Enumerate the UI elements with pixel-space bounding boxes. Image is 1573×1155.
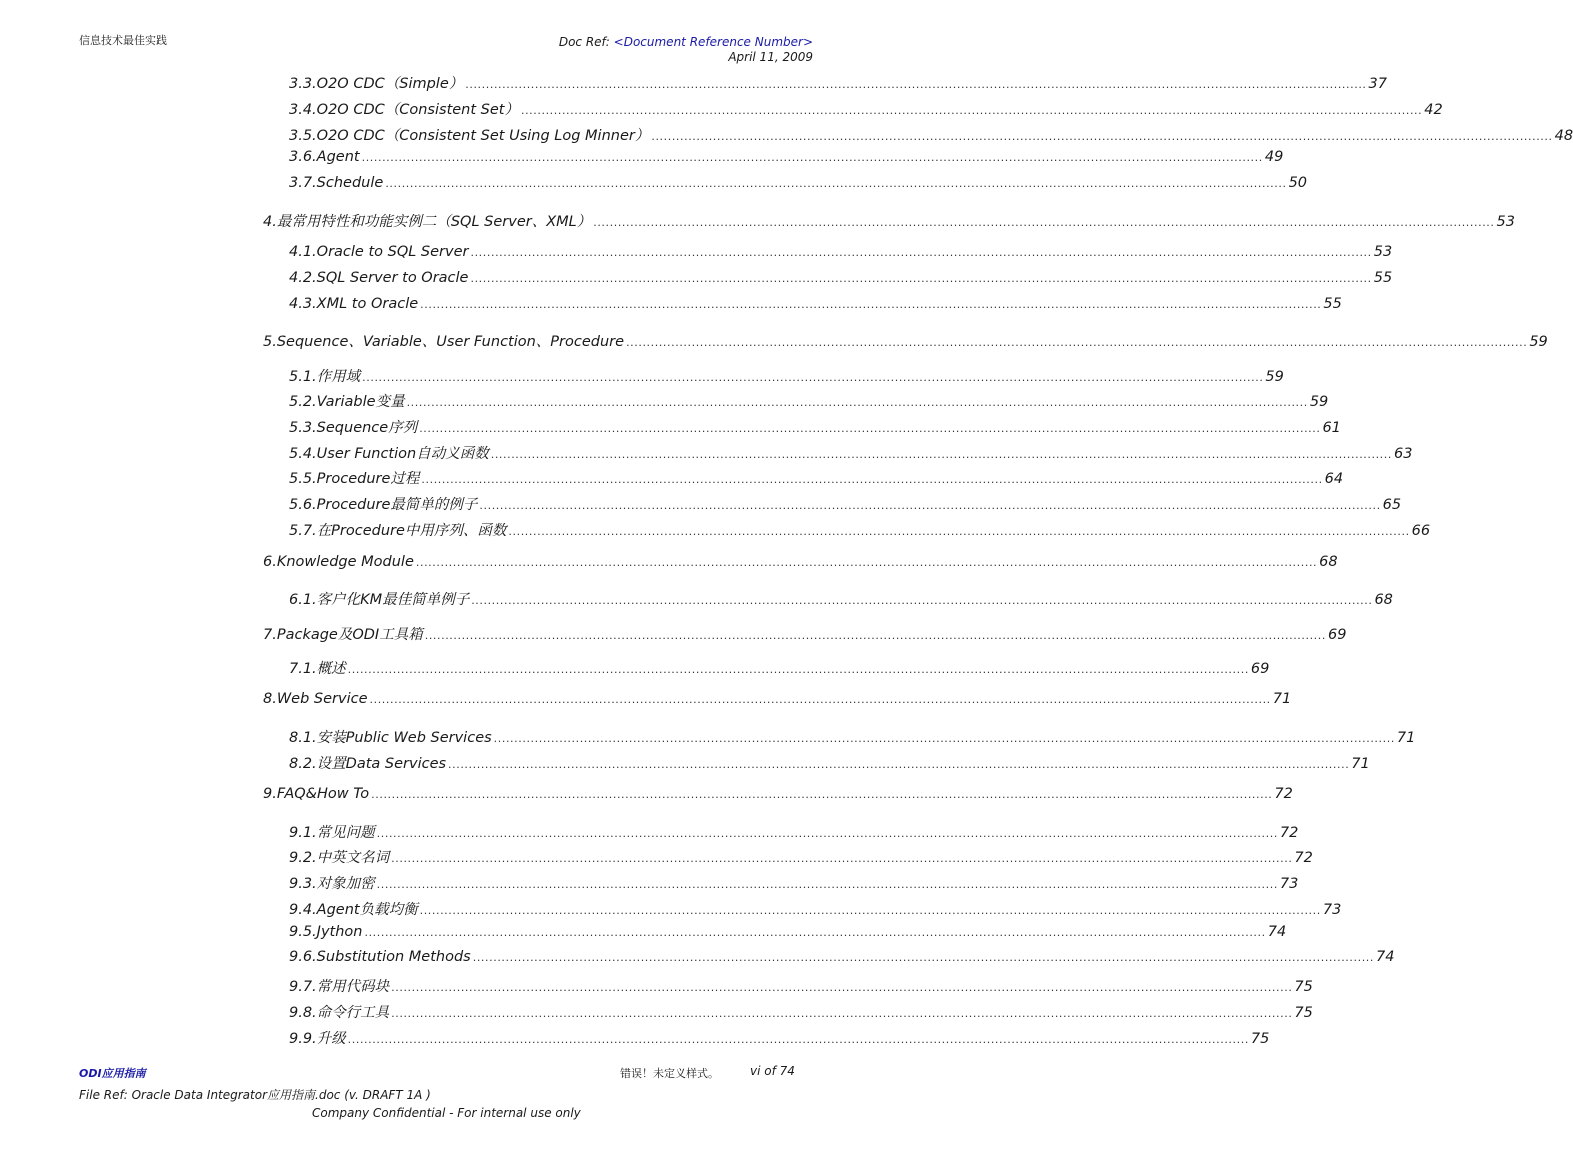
toc-entry-title: 设置Data Services [316, 756, 447, 772]
toc-entry-title: Procedure过程 [316, 471, 420, 487]
toc-entry-page: 53 [1373, 244, 1393, 260]
toc-entry-page: 59 [1529, 334, 1548, 350]
toc-entry[interactable] [289, 270, 1393, 286]
toc-entry-number: 4.2. [289, 270, 317, 286]
toc-entry[interactable] [289, 442, 1413, 463]
toc-entry-page: 59 [1265, 369, 1284, 385]
toc-entry-title: 作用域 [316, 369, 361, 385]
toc-entry-number: 9.4. [289, 902, 317, 918]
toc-entry-number: 5.1. [289, 369, 317, 385]
footer-file-ref: File Ref: Oracle Data Integrator应用指南.doc (v. DRAFT 1A ) [79, 1088, 431, 1102]
toc-dot-leader: ............................................................................................................................................................................................................................ [364, 926, 1266, 939]
toc-entry-number: 4. [263, 214, 277, 230]
toc-dot-leader: ............................................................................................................................................................................................................................ [424, 629, 1326, 642]
toc-entry[interactable] [289, 365, 1284, 386]
toc-entry-number: 3.6. [289, 149, 317, 165]
toc-dot-leader: ............................................................................................................................................................................................................................ [490, 448, 1392, 461]
toc-entry[interactable] [263, 786, 1293, 802]
toc-entry[interactable] [289, 72, 1387, 93]
toc-entry-number: 8.2. [289, 756, 317, 772]
toc-entry-number: 3.3. [289, 76, 317, 92]
toc-entry[interactable] [289, 244, 1393, 260]
toc-entry-title: O2O CDC（Consistent Set） [316, 102, 519, 118]
toc-entry[interactable] [289, 872, 1299, 893]
toc-entry-number: 5.6. [289, 497, 317, 513]
toc-entry[interactable] [263, 623, 1347, 644]
toc-entry[interactable] [289, 493, 1402, 514]
toc-entry-page: 42 [1424, 102, 1443, 118]
header-date: April 11, 2009 [728, 50, 813, 64]
toc-entry[interactable] [289, 924, 1287, 940]
toc-entry-number: 6. [263, 554, 277, 570]
toc-entry-title: FAQ&How To [276, 786, 370, 802]
footer-error-text: 错误！未定义样式。 [620, 1067, 719, 1080]
toc-entry-page: 66 [1411, 523, 1431, 539]
header-left-title: 信息技术最佳实践 [79, 34, 167, 47]
doc-ref-value: <Document Reference Number> [613, 35, 813, 49]
toc-entry-page: 73 [1279, 876, 1299, 892]
toc-entry[interactable] [289, 821, 1299, 842]
toc-entry-number: 5.4. [289, 446, 317, 462]
toc-entry-page: 65 [1382, 497, 1402, 513]
toc-dot-leader: ............................................................................................................................................................................................................................ [376, 827, 1278, 840]
toc-dot-leader: ............................................................................................................................................................................................................................ [385, 177, 1287, 190]
toc-entry[interactable] [289, 1027, 1270, 1048]
toc-entry-page: 68 [1374, 592, 1393, 608]
toc-entry-number: 9.8. [289, 1005, 317, 1021]
toc-dot-leader: ............................................................................................................................................................................................................................ [448, 758, 1350, 771]
toc-entry-page: 64 [1324, 471, 1344, 487]
toc-dot-leader: ............................................................................................................................................................................................................................ [369, 693, 1271, 706]
footer-doc-title: ODI应用指南 [79, 1067, 146, 1080]
toc-entry-page: 37 [1368, 76, 1387, 92]
toc-entry[interactable] [289, 975, 1313, 996]
toc-entry[interactable] [289, 519, 1431, 540]
toc-entry-page: 69 [1327, 627, 1347, 643]
toc-entry-title: 升级 [316, 1031, 346, 1047]
toc-entry-page: 48 [1554, 128, 1573, 144]
toc-entry-number: 8.1. [289, 730, 317, 746]
toc-entry-number: 3.5. [289, 128, 317, 144]
toc-entry-number: 4.1. [289, 244, 317, 260]
toc-entry-number: 5. [263, 334, 277, 350]
toc-entry-page: 73 [1322, 902, 1342, 918]
toc-dot-leader: ............................................................................................................................................................................................................................ [406, 396, 1308, 409]
toc-entry[interactable] [289, 588, 1393, 609]
toc-entry-page: 71 [1351, 756, 1370, 772]
toc-entry-title: 概述 [316, 661, 346, 677]
toc-entry[interactable] [289, 390, 1329, 411]
toc-entry[interactable] [289, 726, 1416, 747]
toc-entry-title: Jython [316, 924, 363, 940]
toc-dot-leader: ............................................................................................................................................................................................................................ [361, 151, 1263, 164]
toc-entry-title: Procedure最简单的例子 [316, 497, 478, 513]
toc-entry-title: Variable变量 [316, 394, 405, 410]
toc-entry-number: 8. [263, 691, 277, 707]
toc-entry[interactable] [289, 949, 1395, 965]
toc-dot-leader: ............................................................................................................................................................................................................................ [508, 525, 1410, 538]
toc-dot-leader: ............................................................................................................................................................................................................................ [626, 336, 1528, 349]
toc-entry-page: 53 [1496, 214, 1515, 230]
toc-dot-leader: ............................................................................................................................................................................................................................ [479, 499, 1381, 512]
toc-entry-page: 69 [1250, 661, 1270, 677]
toc-entry[interactable] [289, 416, 1341, 437]
toc-entry-number: 9.5. [289, 924, 317, 940]
toc-entry-title: Agent负载均衡 [316, 902, 418, 918]
toc-entry-page: 61 [1322, 420, 1341, 436]
toc-entry[interactable] [263, 691, 1292, 707]
toc-entry[interactable] [289, 1001, 1313, 1022]
toc-entry-title: Package及ODI工具箱 [276, 627, 423, 643]
toc-dot-leader: ............................................................................................................................................................................................................................ [470, 246, 1372, 259]
toc-dot-leader: ............................................................................................................................................................................................................................ [347, 1033, 1249, 1046]
toc-entry-page: 75 [1294, 979, 1313, 995]
toc-entry-title: Web Service [276, 691, 368, 707]
toc-entry-number: 9. [263, 786, 277, 802]
toc-entry-number: 9.3. [289, 876, 317, 892]
toc-entry-page: 74 [1375, 949, 1395, 965]
footer-confidential: Company Confidential - For internal use only [312, 1106, 581, 1120]
toc-entry-title: Sequence序列 [316, 420, 418, 436]
toc-entry-title: Schedule [316, 175, 384, 191]
toc-dot-leader: ............................................................................................................................................................................................................................ [593, 216, 1495, 229]
toc-entry-title: Substitution Methods [316, 949, 471, 965]
toc-dot-leader: ............................................................................................................................................................................................................................ [465, 78, 1367, 91]
toc-entry-page: 49 [1264, 149, 1284, 165]
toc-entry-page: 75 [1250, 1031, 1270, 1047]
toc-dot-leader: ............................................................................................................................................................................................................................ [347, 663, 1249, 676]
toc-entry-title: 客户化KM最佳简单例子 [316, 592, 470, 608]
toc-entry-page: 59 [1309, 394, 1329, 410]
toc-entry[interactable] [289, 149, 1284, 165]
toc-entry-number: 4.3. [289, 296, 317, 312]
toc-entry-title: 命令行工具 [316, 1005, 390, 1021]
toc-entry-title: 对象加密 [316, 876, 375, 892]
toc-entry[interactable] [289, 467, 1344, 488]
toc-entry-title: O2O CDC（Consistent Set Using Log Minner） [316, 128, 650, 144]
toc-entry-title: 中英文名词 [316, 850, 390, 866]
toc-dot-leader: ............................................................................................................................................................................................................................ [391, 852, 1293, 865]
toc-entry-page: 72 [1294, 850, 1313, 866]
toc-entry[interactable] [263, 210, 1515, 231]
toc-dot-leader: ............................................................................................................................................................................................................................ [420, 298, 1322, 311]
toc-dot-leader: ............................................................................................................................................................................................................................ [362, 371, 1264, 384]
toc-entry-title: XML to Oracle [316, 296, 419, 312]
toc-dot-leader: ............................................................................................................................................................................................................................ [376, 878, 1278, 891]
toc-entry-number: 7.1. [289, 661, 317, 677]
toc-entry-title: Knowledge Module [276, 554, 414, 570]
toc-entry-number: 7. [263, 627, 277, 643]
toc-entry-title: Sequence、Variable、User Function、Procedure [276, 334, 625, 350]
toc-entry-title: 在Procedure中用序列、函数 [316, 523, 507, 539]
toc-entry-number: 9.1. [289, 825, 317, 841]
toc-entry-number: 6.1. [289, 592, 317, 608]
toc-dot-leader: ............................................................................................................................................................................................................................ [391, 1007, 1293, 1020]
toc-entry-title: 最常用特性和功能实例二（SQL Server、XML） [276, 214, 592, 230]
toc-entry-page: 50 [1288, 175, 1308, 191]
toc-dot-leader: ............................................................................................................................................................................................................................ [391, 981, 1293, 994]
toc-entry-title: Agent [316, 149, 360, 165]
toc-entry-number: 9.9. [289, 1031, 317, 1047]
toc-dot-leader: ............................................................................................................................................................................................................................ [520, 104, 1423, 117]
toc-entry-number: 5.3. [289, 420, 317, 436]
toc-entry-title: O2O CDC（Simple） [316, 76, 464, 92]
toc-entry-page: 71 [1272, 691, 1292, 707]
footer-page-number: vi of 74 [750, 1064, 795, 1078]
toc-dot-leader: ............................................................................................................................................................................................................................ [371, 788, 1273, 801]
toc-entry[interactable] [289, 657, 1270, 678]
toc-dot-leader: ............................................................................................................................................................................................................................ [472, 951, 1374, 964]
toc-entry[interactable] [289, 752, 1370, 773]
toc-entry-page: 74 [1267, 924, 1287, 940]
toc-entry-number: 5.5. [289, 471, 317, 487]
toc-entry-title: 安装Public Web Services [316, 730, 492, 746]
toc-dot-leader: ............................................................................................................................................................................................................................ [470, 272, 1372, 285]
toc-entry-number: 3.7. [289, 175, 317, 191]
toc-dot-leader: ............................................................................................................................................................................................................................ [493, 732, 1395, 745]
toc-entry-title: SQL Server to Oracle [316, 270, 469, 286]
toc-entry-title: 常用代码块 [316, 979, 390, 995]
doc-ref-label: Doc Ref: [558, 35, 610, 49]
toc-entry-number: 3.4. [289, 102, 317, 118]
toc-dot-leader: ............................................................................................................................................................................................................................ [471, 594, 1373, 607]
toc-entry-number: 9.7. [289, 979, 317, 995]
toc-entry[interactable] [263, 554, 1338, 570]
toc-entry-number: 9.6. [289, 949, 317, 965]
toc-entry-page: 55 [1323, 296, 1342, 312]
toc-dot-leader: ............................................................................................................................................................................................................................ [419, 422, 1321, 435]
toc-entry-page: 72 [1274, 786, 1293, 802]
toc-entry[interactable] [289, 846, 1313, 867]
toc-entry-page: 75 [1294, 1005, 1313, 1021]
toc-entry-page: 71 [1396, 730, 1416, 746]
toc-entry-number: 9.2. [289, 850, 317, 866]
toc-dot-leader: ............................................................................................................................................................................................................................ [415, 556, 1318, 569]
toc-entry-page: 68 [1319, 554, 1338, 570]
toc-entry-title: Oracle to SQL Server [316, 244, 469, 260]
toc-entry[interactable] [289, 296, 1342, 312]
toc-entry[interactable] [289, 124, 1573, 145]
toc-entry[interactable] [289, 175, 1308, 191]
toc-entry-number: 5.2. [289, 394, 317, 410]
toc-dot-leader: ............................................................................................................................................................................................................................ [419, 904, 1321, 917]
toc-entry-title: User Function自动义函数 [316, 446, 489, 462]
toc-entry-page: 55 [1373, 270, 1393, 286]
toc-entry[interactable] [289, 98, 1443, 119]
toc-entry-title: 常见问题 [316, 825, 375, 841]
toc-entry-page: 63 [1393, 446, 1413, 462]
toc-entry[interactable] [263, 330, 1548, 351]
toc-entry-page: 72 [1279, 825, 1299, 841]
toc-dot-leader: ............................................................................................................................................................................................................................ [651, 130, 1553, 143]
toc-entry[interactable] [289, 898, 1342, 919]
toc-entry-number: 5.7. [289, 523, 317, 539]
toc-dot-leader: ............................................................................................................................................................................................................................ [421, 473, 1323, 486]
